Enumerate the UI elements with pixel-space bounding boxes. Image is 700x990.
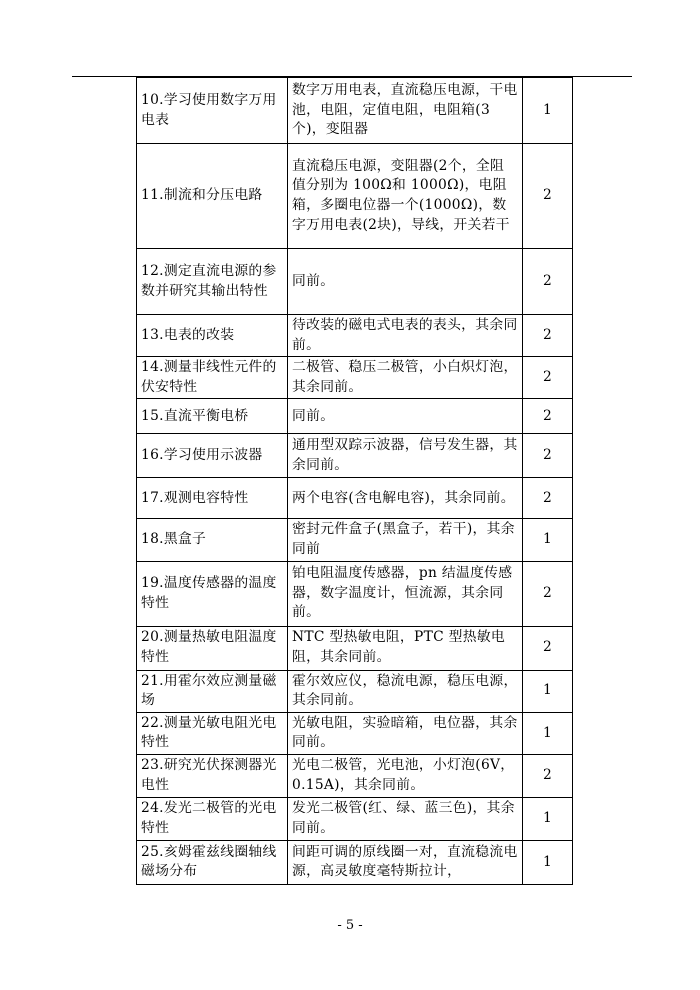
equipment-cell: 同前。 — [288, 399, 523, 434]
hours-cell: 2 — [523, 315, 573, 357]
hours-cell: 1 — [523, 670, 573, 712]
page-number: - 5 - — [337, 918, 363, 933]
hours-cell: 2 — [523, 144, 573, 249]
experiment-name-cell: 20.测量热敏电阻温度特性 — [137, 626, 288, 670]
equipment-cell: 通用型双踪示波器，信号发生器，其余同前。 — [288, 434, 523, 478]
equipment-cell: 二极管、稳压二极管，小白炽灯泡，其余同前。 — [288, 357, 523, 399]
hours-cell: 2 — [523, 399, 573, 434]
equipment-cell: 待改装的磁电式电表的表头，其余同前。 — [288, 315, 523, 357]
hours-cell: 1 — [523, 78, 573, 144]
experiment-name-cell: 18.黑盒子 — [137, 519, 288, 561]
experiment-name-cell: 11.制流和分压电路 — [137, 144, 288, 249]
equipment-cell: 密封元件盒子(黑盒子，若干)，其余同前 — [288, 519, 523, 561]
experiment-name-cell: 19.温度传感器的温度特性 — [137, 561, 288, 626]
experiment-name-cell: 17.观测电容特性 — [137, 478, 288, 519]
table-row — [137, 249, 573, 315]
table-row — [137, 670, 573, 712]
table-row — [137, 519, 573, 561]
table-row — [137, 626, 573, 670]
table-body — [137, 78, 573, 885]
equipment-cell: 两个电容(含电解电容)，其余同前。 — [288, 478, 523, 519]
hours-cell: 1 — [523, 840, 573, 884]
equipment-cell: 霍尔效应仪，稳流电源，稳压电源，其余同前。 — [288, 670, 523, 712]
hours-cell: 2 — [523, 478, 573, 519]
equipment-cell: 同前。 — [288, 249, 523, 315]
table-row — [137, 478, 573, 519]
table-row — [137, 399, 573, 434]
hours-cell: 1 — [523, 519, 573, 561]
hours-cell: 1 — [523, 712, 573, 754]
equipment-cell: 光电二极管，光电池，小灯泡(6V，0.15A)，其余同前。 — [288, 754, 523, 797]
table-row — [137, 712, 573, 754]
experiment-name-cell: 22.测量光敏电阻光电特性 — [137, 712, 288, 754]
table-row — [137, 797, 573, 840]
table-row — [137, 561, 573, 626]
experiment-name-cell: 16.学习使用示波器 — [137, 434, 288, 478]
experiment-name-cell: 21.用霍尔效应测量磁场 — [137, 670, 288, 712]
equipment-cell: 铂电阻温度传感器，pn 结温度传感器，数字温度计，恒流源，其余同前。 — [288, 561, 523, 626]
table-row — [137, 78, 573, 144]
experiment-name-cell: 23.研究光伏探测器光电性 — [137, 754, 288, 797]
hours-cell: 2 — [523, 357, 573, 399]
experiment-name-cell: 14.测量非线性元件的伏安特性 — [137, 357, 288, 399]
equipment-cell: 光敏电阻，实验暗箱，电位器，其余同前。 — [288, 712, 523, 754]
table-row — [137, 357, 573, 399]
table-row — [137, 144, 573, 249]
hours-cell: 2 — [523, 434, 573, 478]
table-row — [137, 434, 573, 478]
equipment-cell: 间距可调的原线圈一对，直流稳流电源，高灵敏度毫特斯拉计， — [288, 840, 523, 884]
experiment-name-cell: 24.发光二极管的光电特性 — [137, 797, 288, 840]
table-row — [137, 754, 573, 797]
equipment-cell: 发光二极管(红、绿、蓝三色)，其余同前。 — [288, 797, 523, 840]
experiment-equipment-table — [136, 77, 573, 885]
table-row — [137, 315, 573, 357]
experiment-name-cell: 13.电表的改装 — [137, 315, 288, 357]
equipment-cell: 直流稳压电源，变阻器(2个，全阻值分别为 100Ω和 1000Ω)，电阻箱，多圈电位器一个(1000Ω)，数字万用电表(2块)，导线，开关若干 — [288, 144, 523, 249]
equipment-cell: NTC 型热敏电阻，PTC 型热敏电阻，其余同前。 — [288, 626, 523, 670]
experiment-name-cell: 25.亥姆霍兹线圈轴线磁场分布 — [137, 840, 288, 884]
hours-cell: 2 — [523, 249, 573, 315]
equipment-cell: 数字万用电表，直流稳压电源，干电池，电阻，定值电阻，电阻箱(3个)，变阻器 — [288, 78, 523, 144]
hours-cell: 2 — [523, 561, 573, 626]
experiment-name-cell: 12.测定直流电源的参数并研究其输出特性 — [137, 249, 288, 315]
experiment-name-cell: 10.学习使用数字万用电表 — [137, 78, 288, 144]
hours-cell: 1 — [523, 797, 573, 840]
experiment-name-cell: 15.直流平衡电桥 — [137, 399, 288, 434]
hours-cell: 2 — [523, 754, 573, 797]
table-row — [137, 840, 573, 884]
hours-cell: 2 — [523, 626, 573, 670]
